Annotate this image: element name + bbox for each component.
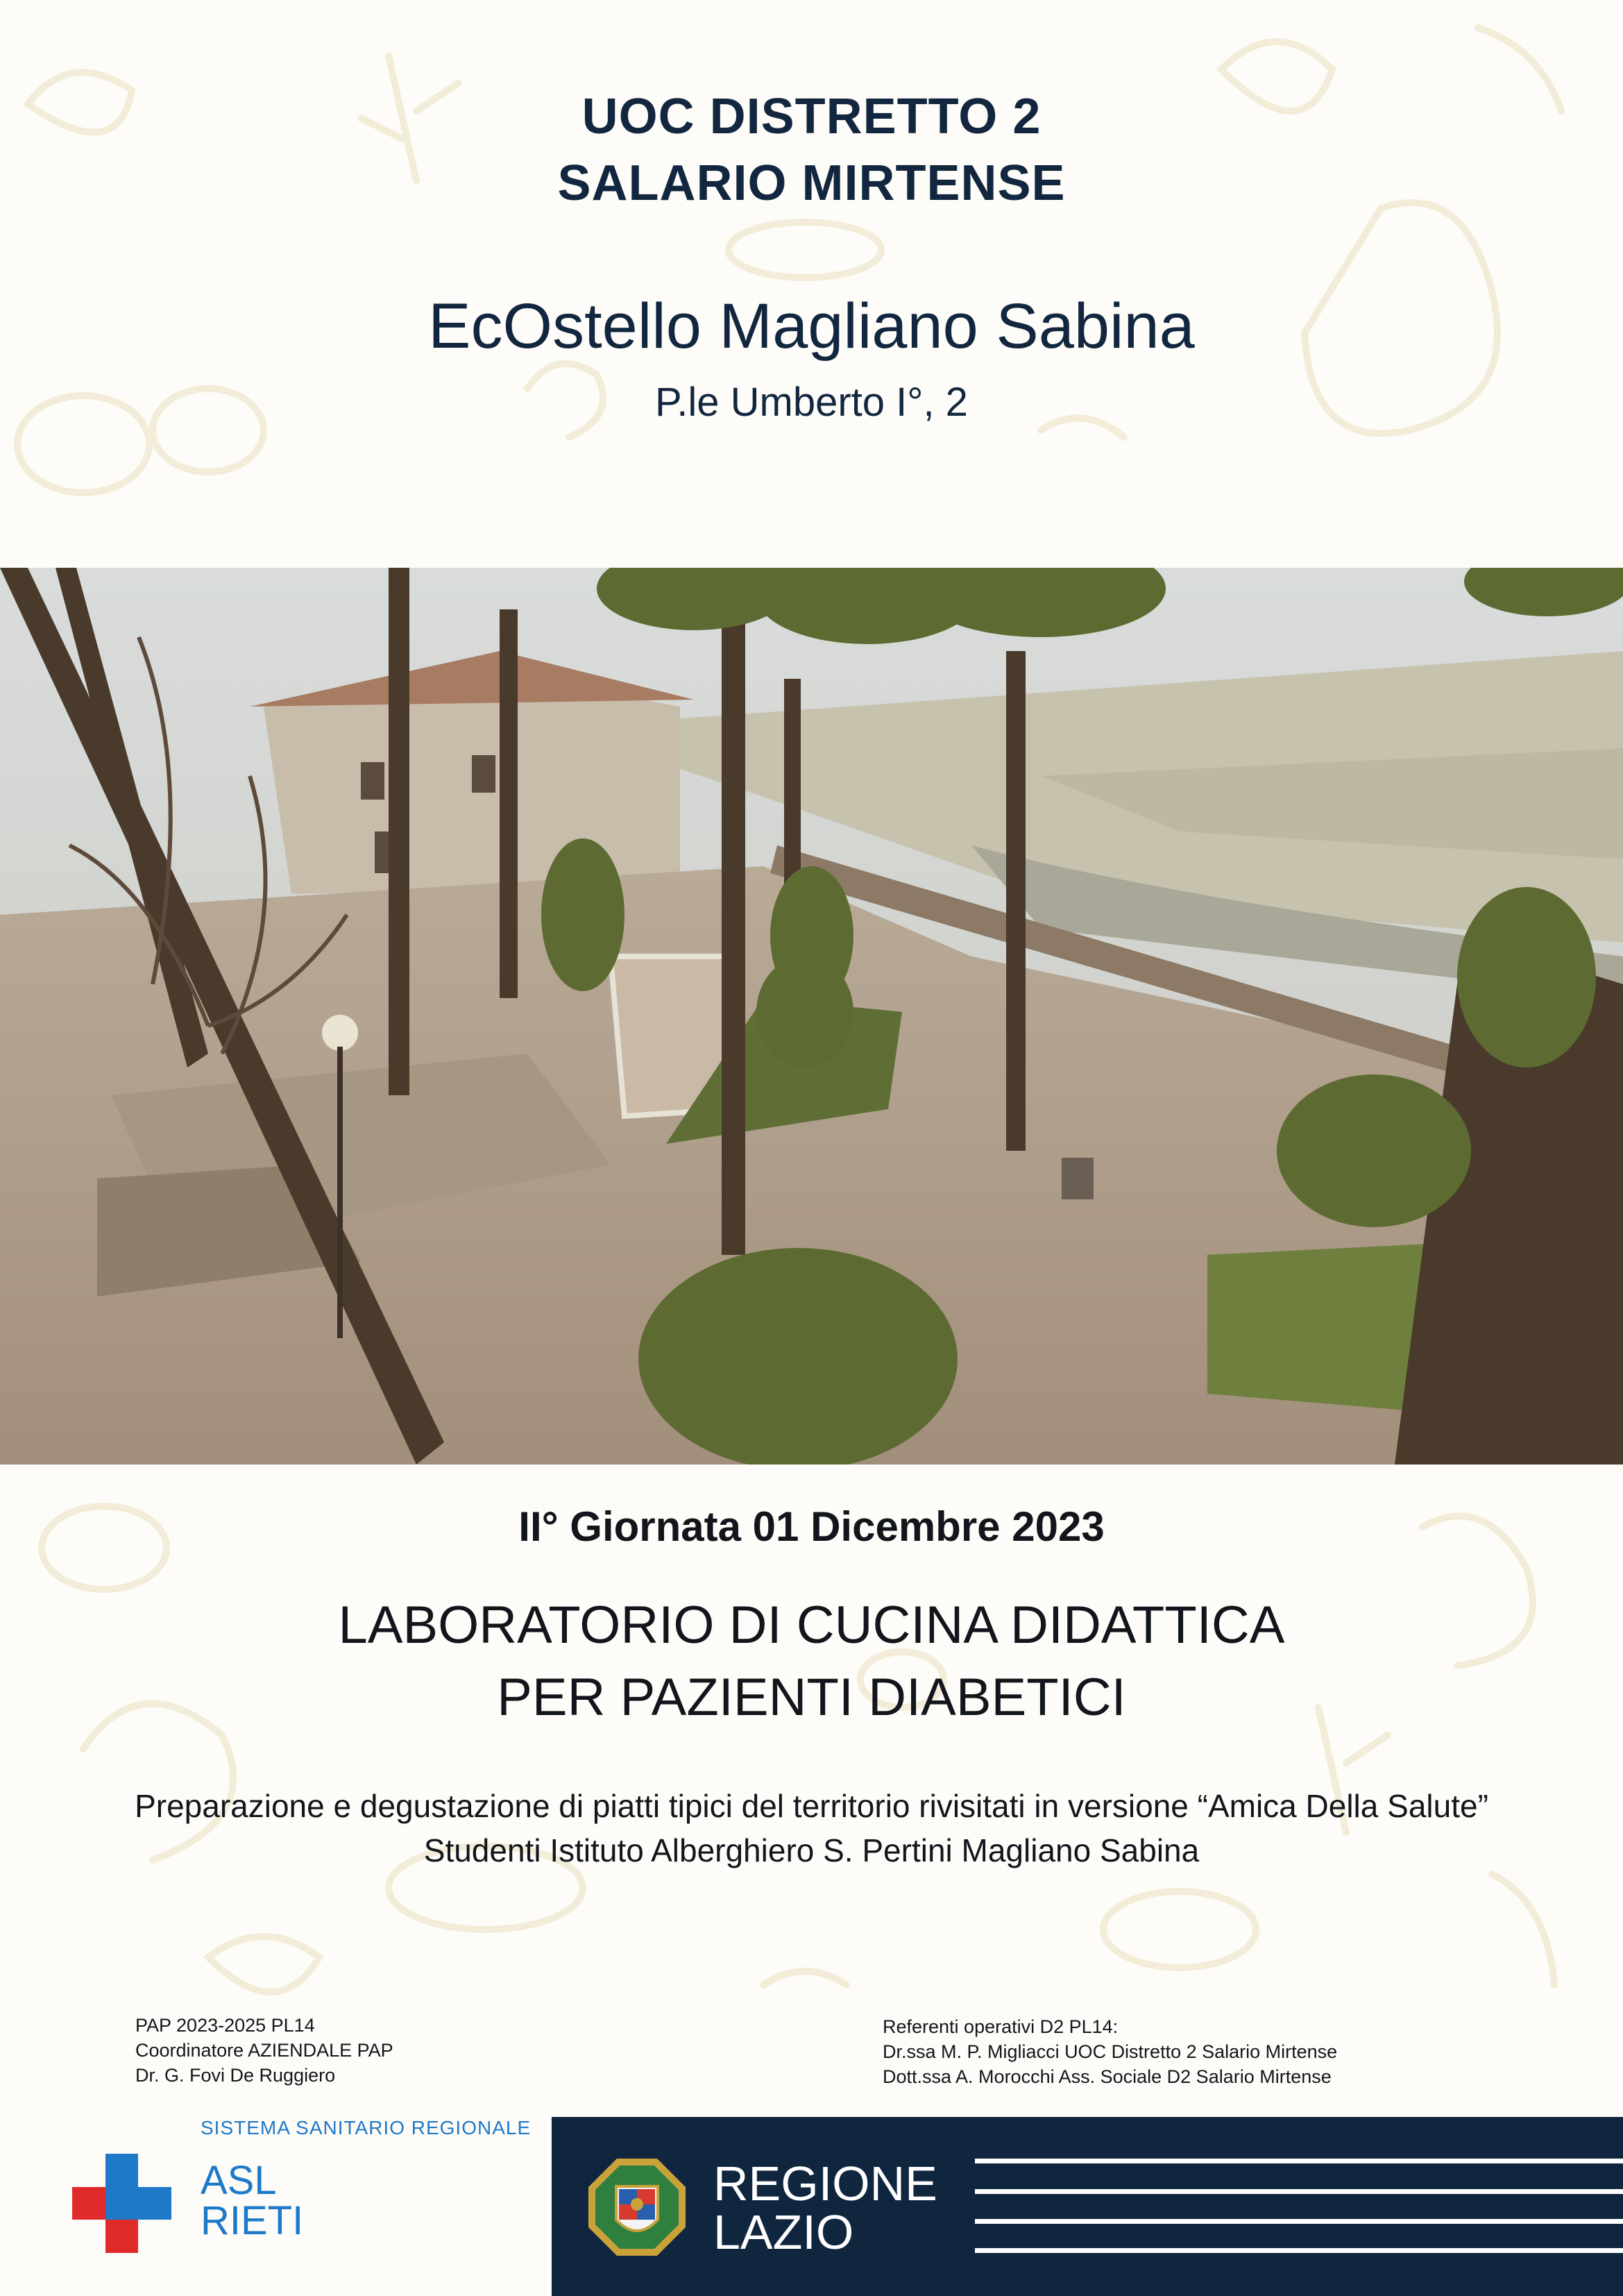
event-title-line-2: PER PAZIENTI DIABETICI [497,1668,1126,1727]
referent-line-3: Dott.ssa A. Morocchi Ass. Sociale D2 Salario Mirtense [883,2066,1332,2087]
regione-stripes-decoration [975,2157,1623,2254]
lazio-label: LAZIO [713,2205,854,2259]
event-description-line-2: Studenti Istituto Alberghiero S. Pertini Magliano Sabina [423,1832,1200,1868]
operational-referents-credits [883,2014,1507,2089]
organization-title [0,83,1623,217]
organization-line-1: UOC DISTRETTO 2 [581,89,1042,144]
event-title-line-1: LABORATORIO DI CUCINA DIDATTICA [338,1596,1285,1655]
event-title [0,1589,1623,1734]
pap-credit-line-1: PAP 2023-2025 PL14 [135,2015,315,2036]
sistema-sanitario-label: SISTEMA SANITARIO REGIONALE [201,2117,532,2138]
pap-credit-line-3: Dr. G. Fovi De Ruggiero [135,2065,336,2086]
rieti-label: RIETI [201,2198,304,2243]
red-blue-cross-icon [72,2154,171,2253]
regione-lazio-logo-text [713,2156,937,2259]
organization-line-2: SALARIO MIRTENSE [557,155,1066,211]
event-date: II° Giornata 01 Dicembre 2023 [518,1503,1105,1550]
event-description-line-1: Preparazione e degustazione di piatti tipici del territorio rivisitati in versione “Amica Della Salute” [135,1788,1488,1824]
regione-label: REGIONE [713,2156,937,2211]
referent-line-1: Referenti operativi D2 PL14: [883,2016,1119,2037]
pap-credit-line-2: Coordinatore AZIENDALE PAP [135,2040,393,2061]
pap-coordinator-credits [135,2013,621,2088]
venue-name: EcOstello Magliano Sabina [428,291,1195,362]
venue-photo [0,568,1623,1464]
event-description [0,1784,1623,1873]
venue-address: P.le Umberto I°, 2 [655,380,968,425]
asl-label: ASL [201,2158,277,2203]
asl-rieti-logo-text [201,2158,304,2243]
referent-line-2: Dr.ssa M. P. Migliacci UOC Distretto 2 Salario Mirtense [883,2041,1338,2062]
lazio-coat-of-arms-icon [588,2159,686,2256]
